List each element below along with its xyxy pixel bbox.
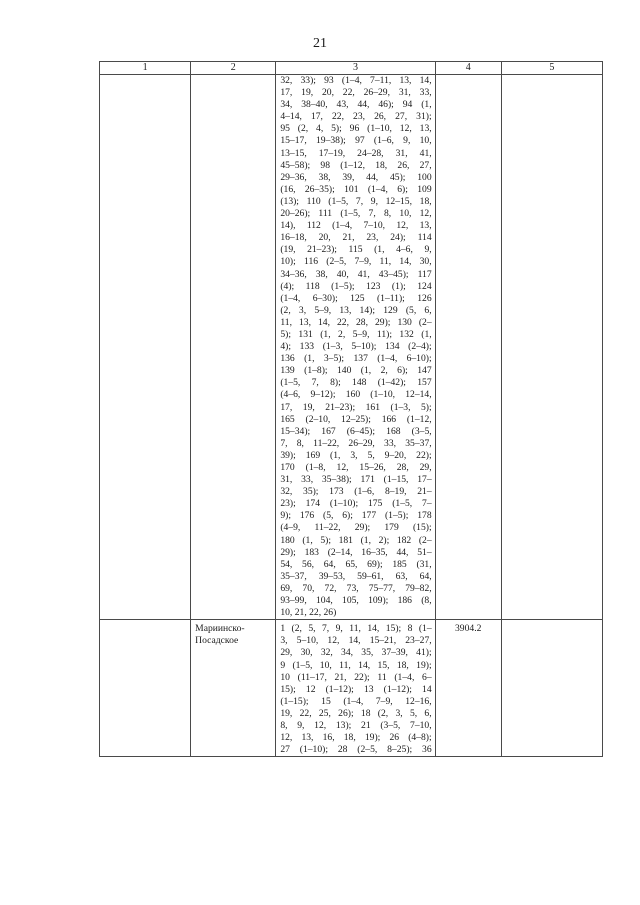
parcel-list-line: 14), 112 (1–4, 7–10, 12, 13,: [280, 220, 432, 232]
column-header-1: 1: [100, 62, 191, 75]
parcel-list-line: 35–37, 39–53, 59–61, 63, 64,: [280, 570, 432, 582]
parcel-list-line: 12, 13, 16, 18, 19); 26 (4–8);: [280, 732, 432, 744]
register-table: [99, 61, 603, 757]
parcel-list-line: (4); 118 (1–5); 123 (1); 124: [280, 280, 432, 292]
cell-col4: [435, 75, 501, 620]
parcel-list-line: 54, 56, 64, 65, 69); 185 (31,: [280, 558, 432, 570]
parcel-list-line: 31, 33, 35–38); 171 (1–15, 17–: [280, 474, 432, 486]
parcel-list-line: 10, 21, 22, 26): [280, 607, 337, 619]
parcel-list-line: (4–9, 11–22, 29); 179 (15);: [280, 522, 432, 534]
parcel-list-line: 180 (1, 5); 181 (1, 2); 182 (2–: [280, 534, 432, 546]
parcel-list-line: 4–14, 17, 22, 23, 26, 27, 31);: [280, 111, 432, 123]
parcel-list-line: (13); 110 (1–5, 7, 9, 12–15, 18,: [280, 195, 432, 207]
parcel-list-line: 1 (2, 5, 7, 9, 11, 14, 15); 8 (1–: [280, 623, 432, 635]
parcel-list-line: 23); 174 (1–10); 175 (1–5, 7–: [280, 498, 432, 510]
cell-col2: [191, 620, 276, 757]
parcel-list-line: 13–15, 17–19, 24–28, 31, 41,: [280, 147, 432, 159]
parcel-list-line: (16, 26–35); 101 (1–4, 6); 109: [280, 183, 432, 195]
cell-col5: [501, 75, 602, 620]
page-number: 21: [313, 36, 327, 51]
parcel-list-line: 17, 19, 20, 22, 26–29, 31, 33,: [280, 87, 432, 99]
parcel-list-line: 20–26); 111 (1–5, 7, 8, 10, 12,: [280, 208, 432, 220]
parcel-list-line: 136 (1, 3–5); 137 (1–4, 6–10);: [280, 353, 432, 365]
parcel-list-text: [276, 620, 434, 756]
parcel-list-line: 32, 33); 93 (1–4, 7–11, 13, 14,: [280, 75, 432, 86]
cell-col1: [100, 620, 191, 757]
parcel-list-line: (2, 3, 5–9, 13, 14); 129 (5, 6,: [280, 304, 432, 316]
parcel-list-line: 4); 133 (1–3, 5–10); 134 (2–4);: [280, 341, 432, 353]
table-header-row: [100, 62, 603, 75]
parcel-list-line: 15); 12 (1–12); 13 (1–12); 14: [280, 683, 432, 695]
column-header-2: 2: [191, 62, 276, 75]
parcel-list-line: 8, 9, 12, 13); 21 (3–5, 7–10,: [280, 719, 432, 731]
parcel-list-line: 69, 70, 72, 73, 75–77, 79–82,: [280, 582, 432, 594]
parcel-list-line: (1–5, 7, 8); 148 (1–42); 157: [280, 377, 432, 389]
parcel-list-line: 139 (1–8); 140 (1, 2, 6); 147: [280, 365, 432, 377]
area-value: 3904.2: [455, 623, 482, 635]
cell-col1: [100, 75, 191, 620]
parcel-list-line: 29, 30, 32, 34, 35, 37–39, 41);: [280, 647, 432, 659]
parcel-list-line: 34–36, 38, 40, 41, 43–45); 117: [280, 268, 432, 280]
parcel-list-line: (1–4, 6–30); 125 (1–11); 126: [280, 292, 432, 304]
parcel-list-line: (19, 21–23); 115 (1, 4–6, 9,: [280, 244, 432, 256]
parcel-list-line: 29); 183 (2–14, 16–35, 44, 51–: [280, 546, 432, 558]
parcel-list-line: 16–18, 20, 21, 23, 24); 114: [280, 232, 432, 244]
cell-col5: [501, 620, 602, 757]
table-row: [100, 75, 603, 620]
parcel-list-line: 10 (11–17, 21, 22); 11 (1–4, 6–: [280, 671, 432, 683]
parcel-list-line: 17, 19, 21–23); 161 (1–3, 5);: [280, 401, 432, 413]
cell-col4: [435, 620, 501, 757]
settlement-name: Мариинско-Посадское: [195, 623, 245, 647]
parcel-list-line: 95 (2, 4, 5); 96 (1–10, 12, 13,: [280, 123, 432, 135]
cell-col3: [276, 75, 435, 620]
column-header-4: 4: [435, 62, 501, 75]
parcel-list-line: 5); 131 (1, 2, 5–9, 11); 132 (1,: [280, 328, 432, 340]
parcel-list-line: 9 (1–5, 10, 11, 14, 15, 18, 19);: [280, 659, 432, 671]
parcel-list-line: 27 (1–10); 28 (2–5, 8–25); 36: [280, 744, 432, 756]
parcel-list-line: 15–34); 167 (6–45); 168 (3–5,: [280, 425, 432, 437]
parcel-list-line: 10); 116 (2–5, 7–9, 11, 14, 30,: [280, 256, 432, 268]
parcel-list-line: 165 (2–10, 12–25); 166 (1–12,: [280, 413, 432, 425]
parcel-list-line: 11, 13, 14, 22, 28, 29); 130 (2–: [280, 316, 432, 328]
parcel-list-line: 19, 22, 25, 26); 18 (2, 3, 5, 6,: [280, 707, 432, 719]
parcel-list-line: (4–6, 9–12); 160 (1–10, 12–14,: [280, 389, 432, 401]
parcel-list-line: 29–36, 38, 39, 44, 45); 100: [280, 171, 432, 183]
parcel-list-line: 45–58); 98 (1–12, 18, 26, 27,: [280, 159, 432, 171]
parcel-list-line: 9); 176 (5, 6); 177 (1–5); 178: [280, 510, 432, 522]
cell-col3: [276, 620, 435, 757]
column-header-3: 3: [276, 62, 435, 75]
parcel-list-line: 32, 35); 173 (1–6, 8–19, 21–: [280, 486, 432, 498]
parcel-list-line: 15–17, 19–38); 97 (1–6, 9, 10,: [280, 135, 432, 147]
parcel-list-line: 34, 38–40, 43, 44, 46); 94 (1,: [280, 99, 432, 111]
table-row: [100, 620, 603, 757]
parcel-list-line: 170 (1–8, 12, 15–26, 28, 29,: [280, 462, 432, 473]
parcel-list-line: 3, 5–10, 12, 14, 15–21, 23–27,: [280, 635, 432, 647]
parcel-list-text: [276, 75, 434, 619]
parcel-list-line: (1–15); 15 (1–4, 7–9, 12–16,: [280, 695, 432, 707]
cell-col2: [191, 75, 276, 620]
parcel-list-line: 7, 8, 11–22, 26–29, 33, 35–37,: [280, 437, 432, 449]
parcel-list-line: 39); 169 (1, 3, 5, 9–20, 22);: [280, 449, 432, 461]
column-header-5: 5: [501, 62, 602, 75]
parcel-list-line: 93–99, 104, 105, 109); 186 (8,: [280, 595, 432, 607]
